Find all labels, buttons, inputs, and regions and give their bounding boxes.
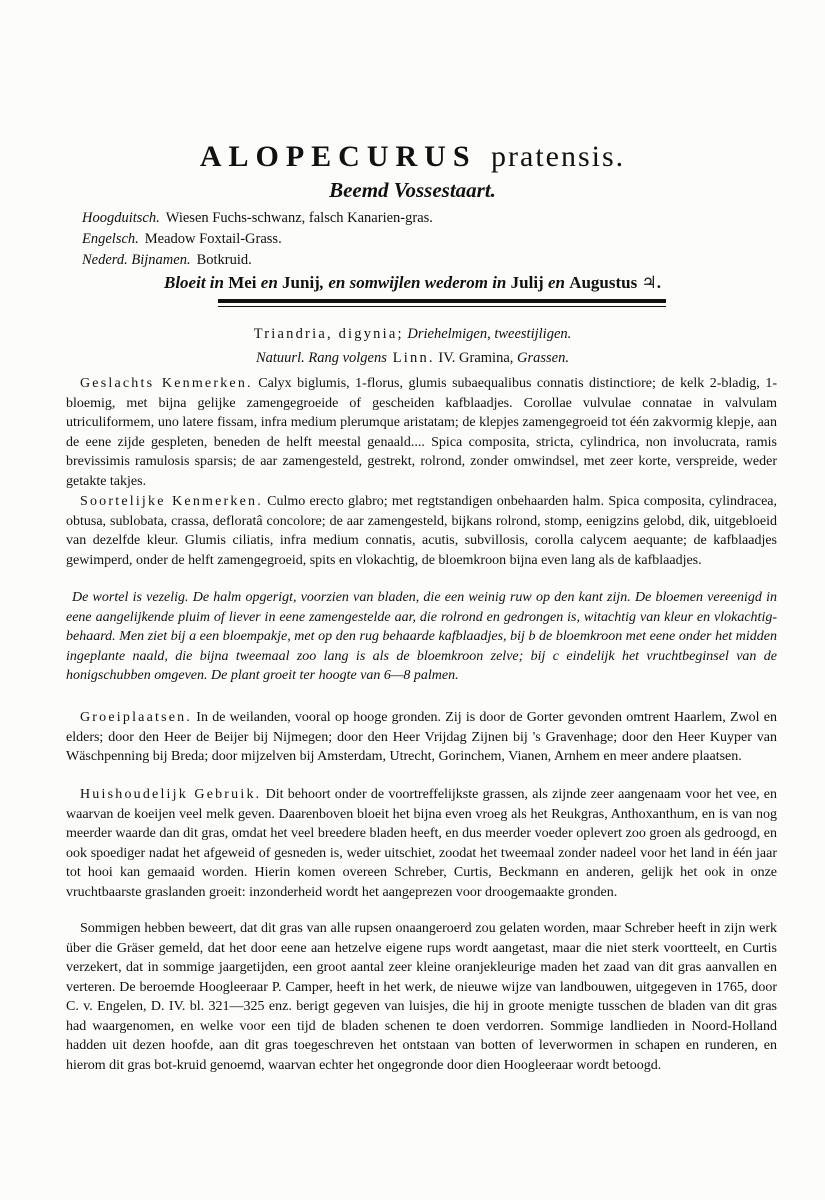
- language-label: Hoogduitsch.: [82, 210, 160, 226]
- common-name-text: Botkruid.: [196, 252, 252, 268]
- section-heading: Huishoudelijk Gebruik.: [80, 787, 262, 802]
- common-name-text: Wiesen Fuchs-schwanz, falsch Kanarien-gras.: [165, 210, 433, 226]
- section-body: Dit behoort onder de voortreffelijkste grassen, als zijnde zeer aangenaam voor het vee, en waarvan de koeijen veel melk geven. Daarenboven bloeit het bijna even vroeg als het Reukgras, Anthoxanthum, en is van nog meerder waarde dan dit gras, omdat het veel breedere bladen heeft, en dus meerder voeder oplevert zoo groen als gedroogd, en ook spoediger nadat het afgeweid of gesneden is, weder uitschiet, zoodat het tweemaal zonder nadeel voor het land in één jaar tot hooi kan gemaaid worden. Hierin komen overeen Schreber, Curtis, Beckmann en anderen, gelijk het ook in onze vruchtbaarste graslanden groeit: inzonderheid wordt het aangeprezen voor droogemaakte gronden.: [66, 787, 778, 900]
- bloom-period: [0, 273, 825, 293]
- classification-natural: [0, 350, 825, 367]
- genus-characteristics: [66, 374, 777, 491]
- bloom-month: Junij: [282, 273, 320, 292]
- genus-name: ALOPECURUS: [199, 140, 477, 173]
- bloom-month: Augustus: [569, 273, 638, 292]
- common-name-english: [82, 229, 433, 250]
- plant-description: De wortel is vezelig. De halm opgerigt, voorzien van bladen, die een weinig ruw op den kant zijn. De bloemen vereenigd in eene aangelijkende pluim of liever in eene zamengestelde aar, die rolrond en gedrongen is, witachtig van kleur en vlokachtig-behaard. Men ziet bij a een bloempakje, met op den rug behaarde kafblaadjes, bij b de bloemkroon met eene onder het midden ingeplante naald, die bijna tweemaal zoo lang is als de bloemkroon zelve; bij c eindelijk het vruchtbeginsel van de honigschubben omgeven. De plant groeit ter hoogte van 6—8 palmen.: [66, 590, 777, 683]
- species-characteristics: [66, 492, 777, 570]
- class-dutch: Driehelmigen, tweestijligen.: [403, 326, 572, 342]
- language-label: Nederd. Bijnamen.: [82, 252, 191, 268]
- section-body: In de weilanden, vooral op hooge gronden. Zij is door de Gorter gevonden omtrent Haarlem, Zwol en elders; door den Heer de Beijer bij Nijmegen; door den Heer Vrijdag Zijnen bij 's Gravenhage; door den Heer Kuyper van Wäschpenning bij Breda; door mijzelven bij Amsterdam, Utrecht, Gorinchem, Vianen, Arnhem en meer andere plaatsen.: [66, 710, 777, 764]
- species-name: pratensis.: [491, 140, 626, 173]
- class-latin: Triandria, digynia;: [253, 326, 404, 342]
- divider-thick: [218, 299, 666, 303]
- class-author: Linn.: [386, 350, 435, 366]
- section-heading: Soortelijke Kenmerken.: [80, 494, 263, 509]
- pests-section: Sommigen hebben beweert, dat dit gras van alle rupsen onaangeroerd zou gelaten worden, maar Schreber heeft in zijn werk über die Gräser gemeld, dat het door eene aan hetzelve eigene rups wordt aangetast, maar die niet sterk voortteelt, en Curtis verzekert, dat in sommige jaargetijden, een groot aantal zeer kleine oranjekleurige maden het zaad van dit gras aanvallen en verteren. De beroemde Hoogleeraar P. Camper, heeft in het werk, de nieuwe wijze van landbouwen, uitgegeven in 1765, door C. v. Engelen, D. IV. bl. 321—325 enz. berigt gegeven van luisjes, die hij in groote menigte tusschen de bladen van dit gras had waargenomen, en welke voor een tijd de bladen schenen te doen verdorren. Sommige landlieden in Noord-Holland hadden uit dezen hoofde, aan dit gras toegeschreven het ontstaan van botten of leverwormen in schapen en runderen, en hierom dit gras bot-kruid genoemd, waarvan echter het ongegronde door dien Hoogleeraar wordt betoogd.: [66, 921, 777, 1073]
- economic-use-section: [66, 785, 777, 902]
- class-order: IV. Gramina,: [434, 350, 514, 366]
- bloom-text: en: [256, 273, 283, 292]
- bloom-text: en: [543, 273, 570, 292]
- section-body: Culmo erecto glabro; met regtstandigen onbehaarden halm. Spica composita, cylindracea, obtusa, sublobata, crassa, defloratâ concolore; de aar zamengesteld, bijkans rolrond, stomp, eenigzins gelobd, dik, uitgebloeid van dezelfde kleur. Glumis ciliatis, infra medium connatis, acutis, subvillosis, corolla calycem aequante; de kafblaadjes gewimperd, onder de helft zamengegroeid, spits en vlokachtig, de bloemkroon bijna even lang als de kafblaadjes.: [66, 494, 777, 568]
- common-names: [82, 208, 433, 271]
- classification-linnaean: [0, 326, 825, 343]
- section-heading: Groeiplaatsen.: [80, 710, 193, 725]
- bloom-month: Julij: [510, 273, 544, 292]
- bloom-month: Mei: [228, 273, 257, 292]
- divider-thin: [218, 306, 666, 307]
- bloom-text: , en somwijlen wederom in: [319, 273, 511, 292]
- common-name-dutch: [82, 250, 433, 271]
- section-body: Calyx biglumis, 1-florus, glumis subaequalibus connatis distinctiore; de kelk 2-bladig, 1-bloemig, met bijna gelijke zamengegroeide of gescheiden kafblaadjes. Corollae vulvulae connatae in valvulam utriculiformem, uno latere fissam, infra medium plerumque aristatam; de klepjes zamengegroeid tot één zakvormig klepje, aan de eene zijde gespleten, beneden de helft meestal genaald.... Spica composita, stricta, cylindrica, non involucrata, ramis brevissimis ramulosis sparsis; de aar zamengesteld, gestrekt, rolrond, zonder omwindsel, met zeer korte, verspreide, weder getakte takjes.: [66, 376, 778, 489]
- common-name-text: Meadow Foxtail-Grass.: [144, 231, 282, 247]
- page-title: [0, 140, 825, 174]
- perennial-symbol: ♃.: [641, 273, 661, 292]
- section-heading: Geslachts Kenmerken.: [80, 376, 253, 391]
- habitat-section: [66, 708, 777, 767]
- language-label: Engelsch.: [82, 231, 139, 247]
- bloom-text: Bloeit in: [163, 273, 229, 292]
- common-name-german: [82, 208, 433, 229]
- class-dutch: Grassen.: [513, 350, 569, 366]
- dutch-name: Beemd Vossestaart.: [329, 178, 496, 202]
- class-label: Natuurl. Rang volgens: [255, 350, 387, 366]
